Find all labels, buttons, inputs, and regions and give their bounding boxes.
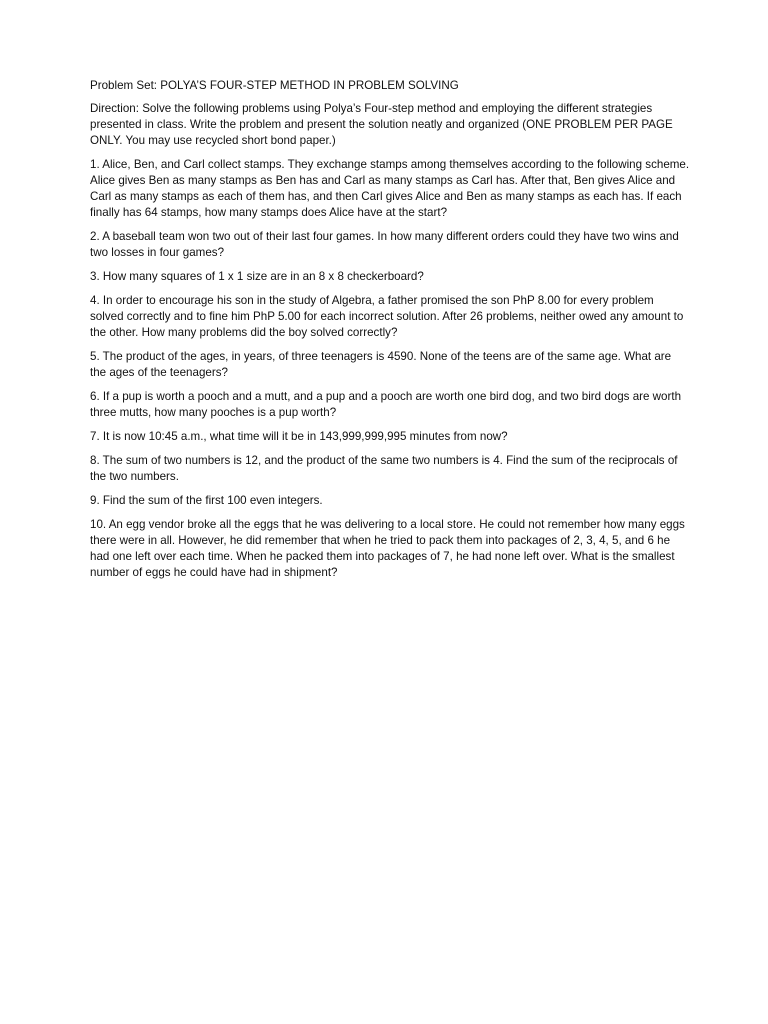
problem-item: 2. A baseball team won two out of their last four games. In how many different orders could they have two wins and two losses in four games? xyxy=(90,230,679,259)
problem-item: 5. The product of the ages, in years, of three teenagers is 4590. None of the teens are of the same age. What are the ages of the teenagers? xyxy=(90,350,672,379)
problem-item: 10. An egg vendor broke all the eggs that he was delivering to a local store. He could not remember how many eggs there were in all. However, he did remember that when he tried to pack them into packages of 2, 3, 4, 5, and 6 he had one left over each time. When he packed them into packages of 7, he had none left over. What is the smallest number of eggs he could have had in shipment? xyxy=(90,518,685,579)
problem-item: 4. In order to encourage his son in the study of Algebra, a father promised the son PhP 8.00 for every problem solved correctly and to fine him PhP 5.00 for each incorrect solution. After 26 problems, neither owed any amount to the other. How many problems did the boy solved correctly? xyxy=(90,294,684,339)
problem-item: 7. It is now 10:45 a.m., what time will it be in 143,999,999,995 minutes from now? xyxy=(90,430,508,443)
problem-item: 1. Alice, Ben, and Carl collect stamps. They exchange stamps among themselves according to the following scheme. Alice gives Ben as many stamps as Ben has and Carl as many stamps as Carl has. After that, Ben gives Alice and Carl as many stamps as each of them has, and then Carl gives Alice and Ben as many stamps as each has. If each finally has 64 stamps, how many stamps does Alice have at the start? xyxy=(90,158,690,219)
directions-text: Direction: Solve the following problems using Polya’s Four-step method and employing the different strategies presented in class. Write the problem and present the solution neatly and organized (ONE PROBLEM PER PAGE ONLY. You may use recycled short bond paper.) xyxy=(90,102,673,147)
problem-item: 6. If a pup is worth a pooch and a mutt, and a pup and a pooch are worth one bird dog, and two bird dogs are worth three mutts, how many pooches is a pup worth? xyxy=(90,390,682,419)
problem-item: 9. Find the sum of the first 100 even integers. xyxy=(90,494,323,507)
problem-item: 8. The sum of two numbers is 12, and the product of the same two numbers is 4. Find the sum of the reciprocals of the two numbers. xyxy=(90,454,678,483)
document-title: Problem Set: POLYA’S FOUR-STEP METHOD IN PROBLEM SOLVING xyxy=(90,79,459,92)
problem-item: 3. How many squares of 1 x 1 size are in an 8 x 8 checkerboard? xyxy=(90,270,424,283)
document-page xyxy=(90,78,690,589)
